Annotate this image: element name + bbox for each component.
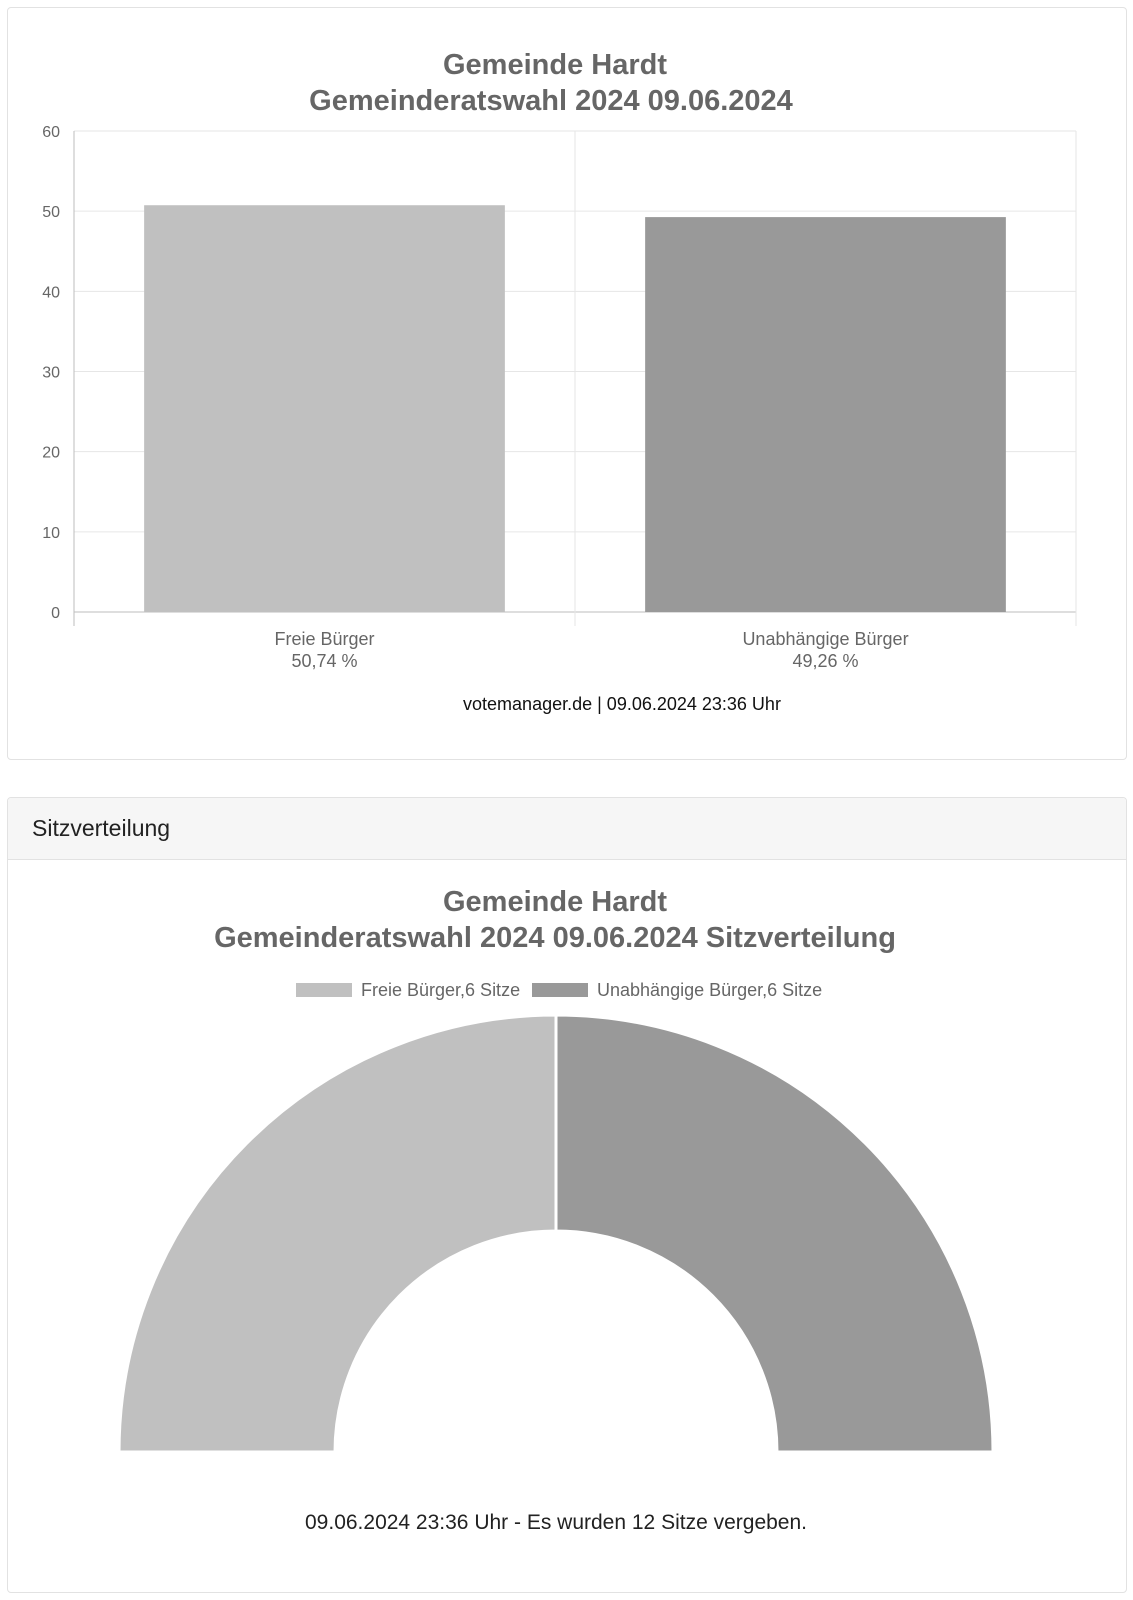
x-category-label: Freie Bürger [274,629,375,649]
x-category-percent: 50,74 % [291,651,358,671]
bar-chart-title-line-2: Gemeinderatswahl 2024 09.06.2024 [309,85,793,117]
seat-chart-title-line-1: Gemeinde Hardt [443,886,667,918]
y-tick-label: 40 [42,284,60,302]
bar-chart-card [7,7,1127,760]
bar-chart-footer: votemanager.de | 09.06.2024 23:36 Uhr [463,694,781,714]
seat-segment-1[interactable] [119,1015,556,1452]
seat-segment-2[interactable] [556,1015,993,1452]
legend-label[interactable]: Freie Bürger,6 Sitze [361,980,521,1000]
y-tick-label: 30 [42,364,60,382]
seat-chart [8,798,1126,1592]
seat-chart-footer: 09.06.2024 23:36 Uhr - Es wurden 12 Sitze vergeben. [305,1511,807,1534]
x-category-percent: 49,26 % [792,651,859,671]
seat-card-header-title: Sitzverteilung [32,815,171,841]
y-tick-label: 10 [42,524,60,542]
bar-1[interactable] [144,205,505,612]
y-tick-label: 60 [42,124,60,141]
legend-swatch[interactable] [532,983,588,997]
legend-swatch[interactable] [296,983,352,997]
x-category-label: Unabhängige Bürger [742,629,909,649]
seat-chart-title-line-2: Gemeinderatswahl 2024 09.06.2024 Sitzverteilung [214,922,896,954]
legend-label[interactable]: Unabhängige Bürger,6 Sitze [597,980,823,1000]
y-tick-label: 50 [42,204,60,222]
bar-chart-title-line-1: Gemeinde Hardt [443,49,667,81]
y-tick-label: 0 [51,605,60,622]
bar-2[interactable] [645,217,1006,612]
bar-chart [8,8,1126,759]
y-tick-label: 20 [42,444,60,462]
seat-distribution-card [7,797,1127,1593]
